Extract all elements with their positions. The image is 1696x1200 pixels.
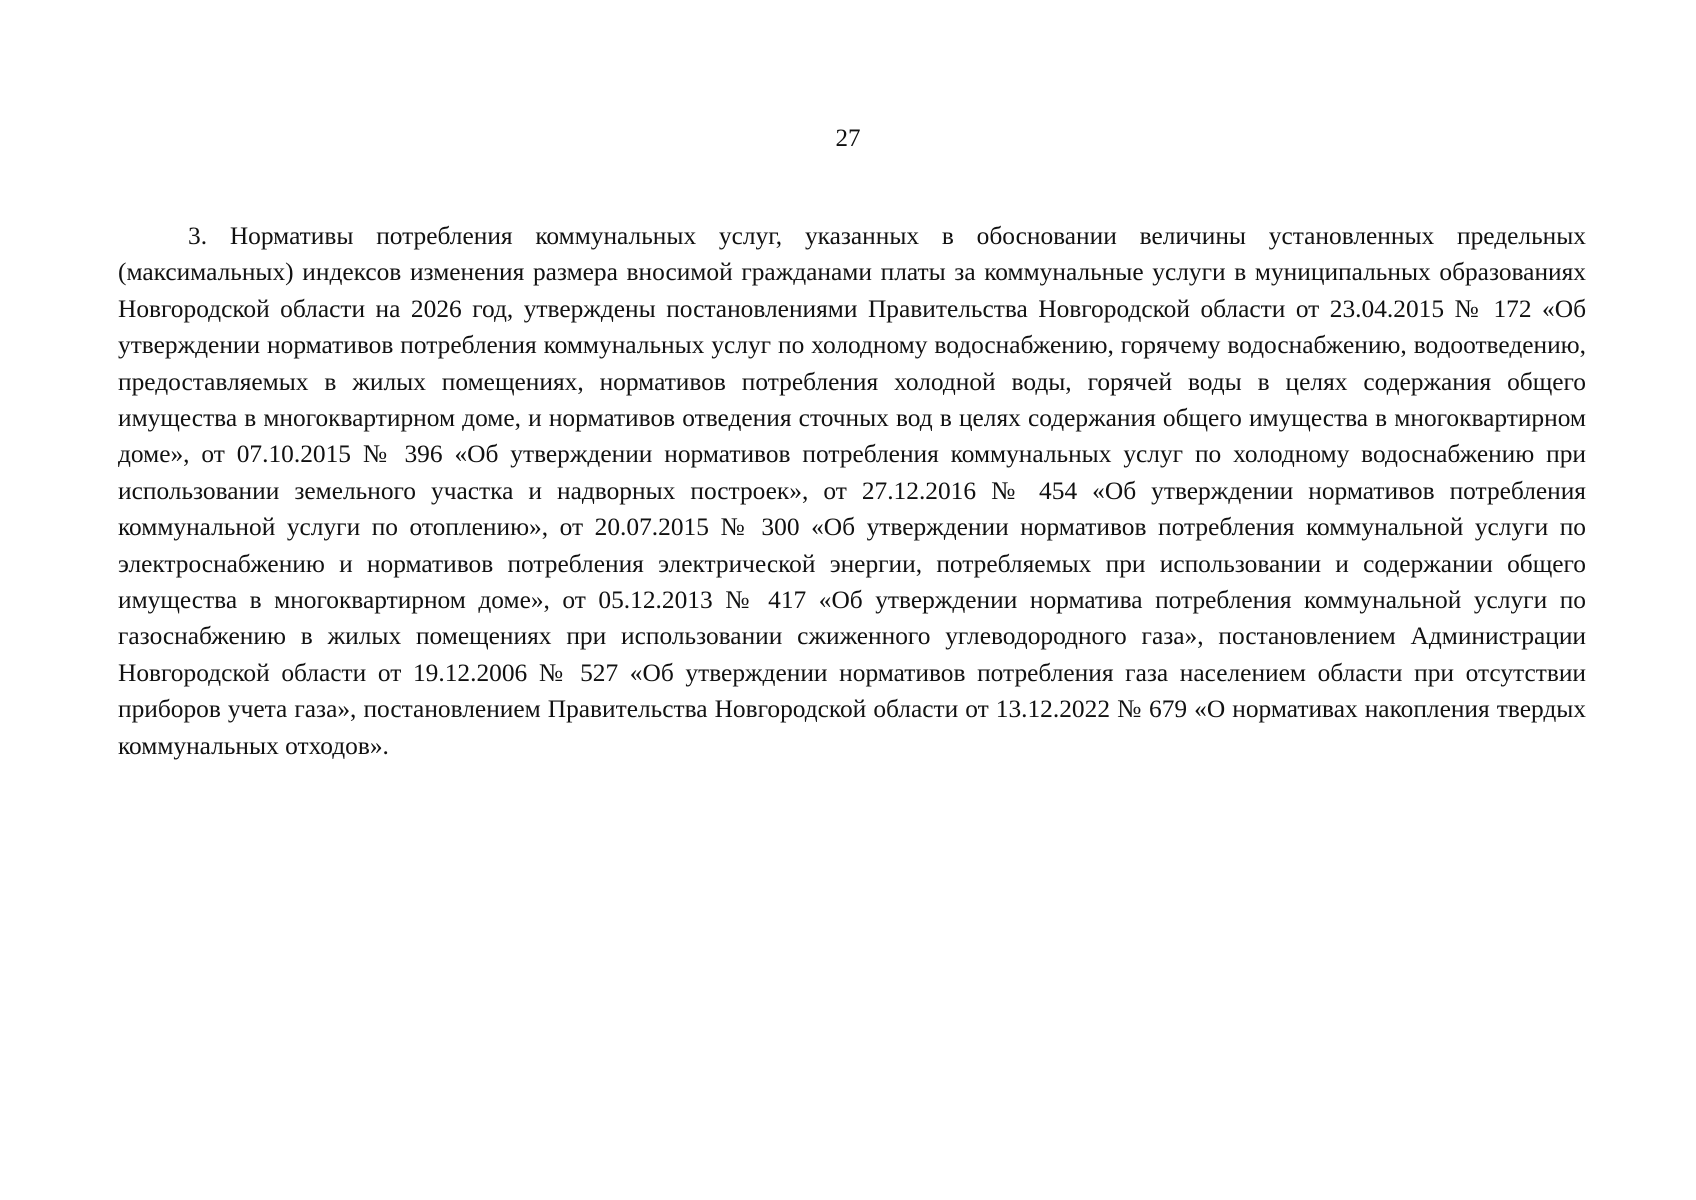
body-paragraph: 3. Нормативы потребления коммунальных услуг, указанных в обосновании величины установленных предельных (максимальных) индексов изменения размера вносимой гражданами платы за коммунальные услуги в муниципальных образованиях Новгородской области на 2026 год, утверждены постановлениями Правительства Новгородской области от 23.04.2015 № 172 «Об утверждении нормативов потребления коммунальных услуг по холодному водоснабжению, горячему водоснабжению, водоотведению, предоставляемых в жилых помещениях, нормативов потребления холодной воды, горячей воды в целях содержания общего имущества в многоквартирном доме, и нормативов отведения сточных вод в целях содержания общего имущества в многоквартирном доме», от 07.10.2015 № 396 «Об утверждении нормативов потребления коммунальных услуг по холодному водоснабжению при использовании земельного участка и надворных построек», от 27.12.2016 № 454 «Об утверждении нормативов потребления коммунальной услуги по отоплению», от 20.07.2015 № 300 «Об утверждении нормативов потребления коммунальной услуги по электроснабжению и нормативов потребления электрической энергии, потребляемых при использовании и содержании общего имущества в многоквартирном доме», от 05.12.2013 № 417 «Об утверждении норматива потребления коммунальной услуги по газоснабжению в жилых помещениях при использовании сжиженного углеводородного газа», постановлением Администрации Новгородской области от 19.12.2006 № 527 «Об утверждении нормативов потребления газа населением области при отсутствии приборов учета газа», постановлением Правительства Новгородской области от 13.12.2022 № 679 «О нормативах накопления твердых коммунальных отходов». (118, 222, 1586, 760)
page-number: 27 (835, 125, 861, 152)
